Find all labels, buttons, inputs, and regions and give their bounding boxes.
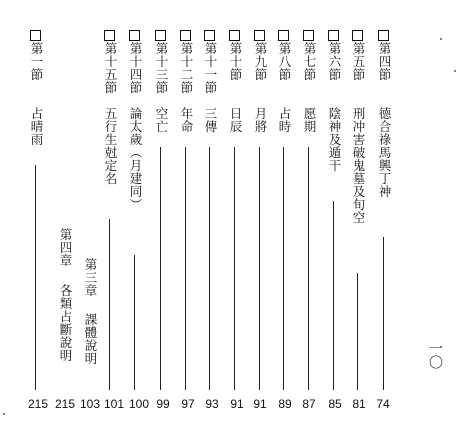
toc-entry-title: 課體說明 xyxy=(83,313,98,365)
toc-entry-title: 日辰 xyxy=(228,107,243,133)
toc-entry-label: 第十一節 xyxy=(203,42,218,94)
toc-entry-page-number: 93 xyxy=(205,397,219,411)
leader-line xyxy=(35,165,36,390)
toc-entry[interactable] xyxy=(251,0,269,429)
toc-entry-page-number: 91 xyxy=(253,397,267,411)
section-marker-box xyxy=(30,30,41,41)
toc-entry[interactable] xyxy=(325,0,343,429)
toc-entry[interactable] xyxy=(201,0,219,429)
section-marker-box xyxy=(129,30,140,41)
toc-entry-title: 三傳 xyxy=(203,107,218,133)
toc-entry-label: 第十三節 xyxy=(154,42,169,94)
leader-line xyxy=(160,147,161,390)
toc-entry-label: 第五節 xyxy=(351,42,366,81)
toc-entry-label: 第三章 xyxy=(83,258,98,297)
section-marker-box xyxy=(328,30,339,41)
toc-entry-page-number: 87 xyxy=(302,397,316,411)
toc-entry-page-number: 91 xyxy=(230,397,244,411)
toc-entry-page-number: 89 xyxy=(278,397,292,411)
toc-entry-label: 第四節 xyxy=(377,42,392,81)
toc-entry-title: 月將 xyxy=(253,107,268,133)
section-marker-box xyxy=(303,30,314,41)
toc-entry-label: 第四章 xyxy=(58,228,73,267)
section-marker-box xyxy=(278,30,289,41)
leader-line xyxy=(259,147,260,390)
print-speck xyxy=(3,413,5,415)
toc-entry-label: 第十四節 xyxy=(128,42,143,94)
toc-entry-title: 德合祿馬興丁神 xyxy=(377,107,392,198)
toc-entry-label: 第十二節 xyxy=(179,42,194,94)
toc-entry-title: 占時 xyxy=(277,107,292,133)
toc-entry-page-number: 97 xyxy=(181,397,195,411)
toc-entry[interactable] xyxy=(300,0,318,429)
toc-entry-page-number: 99 xyxy=(156,397,170,411)
toc-entry-page-number: 215 xyxy=(54,397,76,411)
leader-line xyxy=(333,201,334,390)
leader-line xyxy=(234,147,235,390)
toc-entry-page-number: 101 xyxy=(103,397,125,411)
toc-entry-page-number: 74 xyxy=(376,397,390,411)
leader-line xyxy=(209,147,210,390)
section-marker-box xyxy=(352,30,363,41)
toc-entry-page-number: 100 xyxy=(128,397,150,411)
toc-entry[interactable] xyxy=(226,0,244,429)
toc-entry-label: 第九節 xyxy=(253,42,268,81)
toc-entry-title: 愿期 xyxy=(302,107,317,133)
toc-entry[interactable] xyxy=(126,0,144,429)
toc-entry-label: 第十五節 xyxy=(103,42,118,94)
toc-entry-title: 論太歲（月建同） xyxy=(128,107,143,211)
leader-line xyxy=(283,147,284,390)
toc-entry-page-number: 103 xyxy=(79,397,101,411)
toc-entry[interactable] xyxy=(177,0,195,429)
section-marker-box xyxy=(229,30,240,41)
toc-entry[interactable] xyxy=(56,0,74,429)
toc-entry-page-number: 85 xyxy=(328,397,342,411)
toc-entry-label: 第十節 xyxy=(228,42,243,81)
toc-entry-title: 五行生尅定名 xyxy=(103,107,118,185)
toc-entry[interactable] xyxy=(101,0,119,429)
leader-line xyxy=(109,219,110,390)
print-speck xyxy=(440,38,442,40)
toc-entry[interactable] xyxy=(275,0,293,429)
toc-entry-title: 刑冲害破鬼墓及旬空 xyxy=(351,107,366,224)
toc-entry-page-number: 81 xyxy=(352,397,366,411)
leader-line xyxy=(308,147,309,390)
leader-line xyxy=(357,273,358,390)
toc-entry[interactable] xyxy=(349,0,367,429)
toc-entry[interactable] xyxy=(375,0,393,429)
toc-entry-title: 空亡 xyxy=(154,107,169,133)
toc-entry[interactable] xyxy=(27,0,45,429)
section-marker-box xyxy=(378,30,389,41)
toc-entry-label: 第六節 xyxy=(327,42,342,81)
section-marker-box xyxy=(254,30,265,41)
toc-entry[interactable] xyxy=(152,0,170,429)
toc-entry[interactable] xyxy=(81,0,99,429)
section-marker-box xyxy=(155,30,166,41)
toc-entry-title: 陰神及遁干 xyxy=(327,107,342,172)
toc-entry-page-number: 215 xyxy=(27,397,49,411)
toc-entry-title: 年命 xyxy=(179,107,194,133)
toc-entry-label: 第一節 xyxy=(29,42,44,81)
toc-entry-label: 第八節 xyxy=(277,42,292,81)
toc-entry-title: 各類占斷說明 xyxy=(58,284,73,362)
section-marker-box xyxy=(104,30,115,41)
section-marker-box xyxy=(180,30,191,41)
toc-entry-title: 占晴雨 xyxy=(29,107,44,146)
page-number: 一〇 xyxy=(427,341,443,369)
leader-line xyxy=(383,237,384,390)
section-marker-box xyxy=(204,30,215,41)
toc-entry-label: 第七節 xyxy=(302,42,317,81)
leader-line xyxy=(134,255,135,390)
leader-line xyxy=(185,147,186,390)
